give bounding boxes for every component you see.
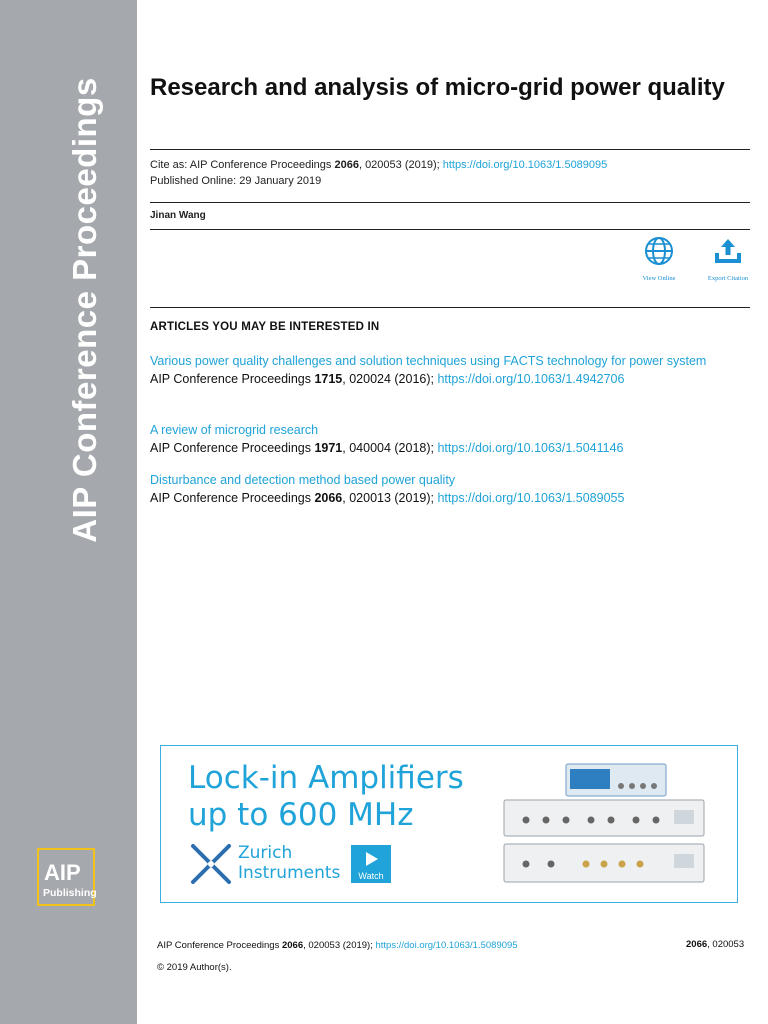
watch-label: Watch <box>358 871 384 881</box>
articles-heading: ARTICLES YOU MAY BE INTERESTED IN <box>150 321 380 333</box>
footer-right-suffix: , 020053 <box>707 939 745 950</box>
reference-volume: 1715 <box>314 372 343 386</box>
view-online-label: View Online <box>642 275 676 282</box>
related-article-title-link[interactable]: Disturbance and detection method based power quality <box>150 473 456 487</box>
related-article-doi-link[interactable]: https://doi.org/10.1063/1.5089055 <box>437 491 625 505</box>
citation-volume: 2066 <box>334 159 359 171</box>
footer-doi-link[interactable]: https://doi.org/10.1063/1.5089095 <box>375 940 518 951</box>
reference-prefix: AIP Conference Proceedings <box>150 372 315 386</box>
reference-suffix: , 020013 (2019); <box>342 491 438 505</box>
lock-in-amplifier-product-image <box>496 760 716 895</box>
export-citation-label: Export Citation <box>707 275 749 282</box>
logo-line-1: AIP <box>44 860 81 885</box>
footer-citation <box>157 939 518 952</box>
related-article <box>150 421 750 457</box>
related-article-doi-link[interactable]: https://doi.org/10.1063/1.4942706 <box>437 372 625 386</box>
related-article-title-link[interactable]: Various power quality challenges and solution techniques using FACTS technology for power system <box>150 354 707 368</box>
footer-page-ref <box>686 939 744 950</box>
related-article-reference <box>150 370 750 388</box>
divider <box>150 149 750 150</box>
author-name[interactable]: Jinan Wang <box>150 210 206 221</box>
reference-suffix: , 040004 (2018); <box>342 441 438 455</box>
related-article-doi-link[interactable]: https://doi.org/10.1063/1.5041146 <box>437 441 624 455</box>
aip-publishing-logo[interactable] <box>37 848 95 906</box>
view-online-button[interactable] <box>629 236 689 282</box>
footer-prefix: AIP Conference Proceedings <box>157 940 282 951</box>
reference-prefix: AIP Conference Proceedings <box>150 491 315 505</box>
export-icon <box>712 253 744 270</box>
related-article-reference <box>150 489 750 507</box>
ad-brand-line-2: Instruments <box>238 863 341 883</box>
footer-suffix: , 020053 (2019); <box>303 940 376 951</box>
advertisement-banner[interactable] <box>160 745 738 903</box>
paper-title: Research and analysis of micro-grid power quality <box>150 74 725 101</box>
export-citation-button[interactable] <box>698 236 758 282</box>
sidebar <box>0 0 137 1024</box>
footer-right-volume: 2066 <box>686 939 708 950</box>
journal-name: AIP Conference Proceedings <box>66 77 103 543</box>
citation-prefix: Cite as: AIP Conference Proceedings <box>150 159 335 171</box>
zurich-instruments-logo-icon <box>189 842 233 891</box>
divider <box>150 307 750 308</box>
related-article <box>150 352 750 388</box>
reference-suffix: , 020024 (2016); <box>342 372 438 386</box>
published-date: Published Online: 29 January 2019 <box>150 175 322 187</box>
reference-volume: 2066 <box>314 491 343 505</box>
reference-volume: 1971 <box>314 441 343 455</box>
divider <box>150 202 750 203</box>
watch-video-button[interactable] <box>351 845 391 883</box>
globe-icon <box>644 253 674 270</box>
related-article-title-link[interactable]: A review of microgrid research <box>150 423 319 437</box>
ad-brand-line-1: Zurich <box>238 843 293 863</box>
citation-suffix: , 020053 (2019); <box>358 159 443 171</box>
related-article <box>150 471 750 507</box>
ad-headline-line-2: up to 600 MHz <box>188 797 414 833</box>
related-article-reference <box>150 439 750 457</box>
ad-headline-line-1: Lock-in Amplifiers <box>188 760 464 796</box>
reference-prefix: AIP Conference Proceedings <box>150 441 315 455</box>
copyright: © 2019 Author(s). <box>157 962 232 973</box>
footer-volume: 2066 <box>281 940 304 951</box>
divider <box>150 229 750 230</box>
citation-doi-link[interactable]: https://doi.org/10.1063/1.5089095 <box>442 159 608 171</box>
play-icon <box>364 851 380 872</box>
ad-brand <box>238 843 340 883</box>
logo-line-2: Publishing <box>43 887 97 899</box>
citation-line <box>150 158 607 173</box>
ad-headline <box>188 760 464 834</box>
